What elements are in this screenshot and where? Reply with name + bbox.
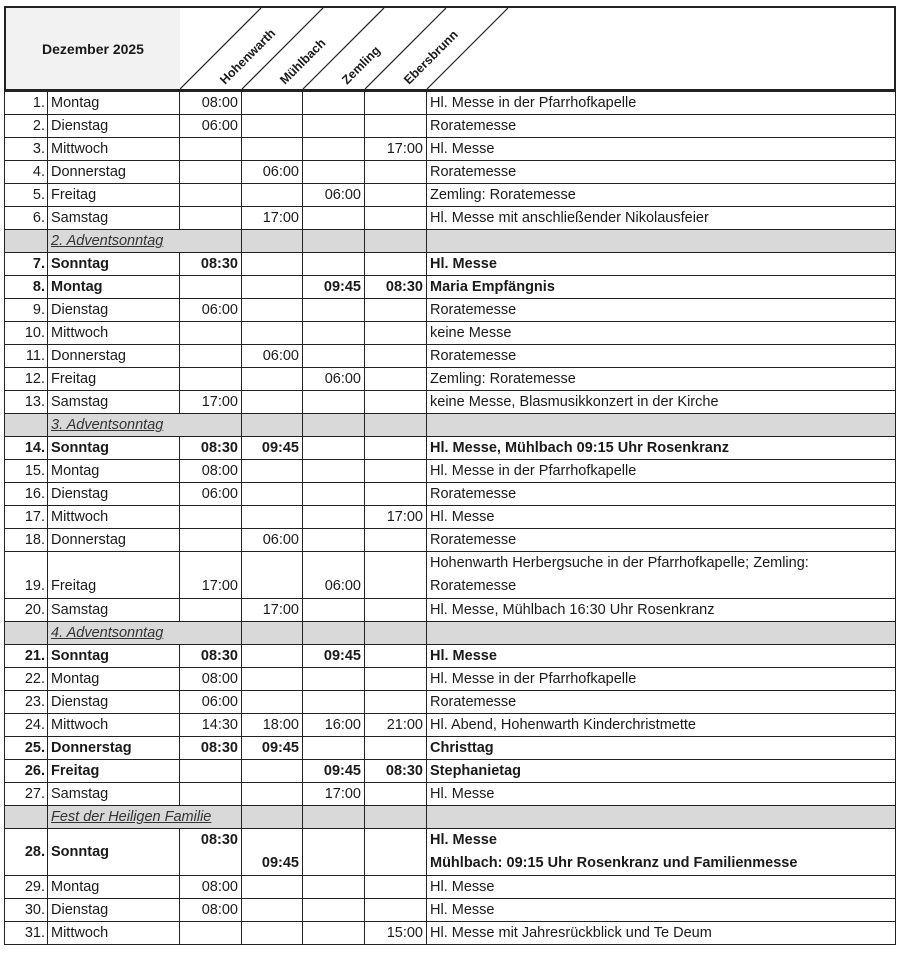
empty-cell bbox=[427, 622, 896, 645]
table-row bbox=[5, 276, 896, 299]
description: Christtag bbox=[427, 737, 896, 760]
table-row bbox=[5, 529, 896, 552]
description: Hl. Messe in der Pfarrhofkapelle bbox=[427, 92, 896, 115]
description: Hohenwarth Herbergsuche in der Pfarrhofkapelle; Zemling: Roratemesse bbox=[427, 552, 896, 599]
time-ebersbrunn bbox=[365, 483, 427, 506]
time-zemling bbox=[303, 299, 365, 322]
time-hohenwarth: 08:00 bbox=[180, 92, 242, 115]
time-hohenwarth bbox=[180, 368, 242, 391]
time-muehlbach bbox=[242, 322, 303, 345]
time-ebersbrunn bbox=[365, 437, 427, 460]
time-muehlbach bbox=[242, 922, 303, 945]
time-zemling bbox=[303, 529, 365, 552]
time-ebersbrunn bbox=[365, 645, 427, 668]
time-hohenwarth: 17:00 bbox=[180, 552, 242, 599]
weekday: Samstag bbox=[48, 391, 180, 414]
time-muehlbach bbox=[242, 691, 303, 714]
time-ebersbrunn bbox=[365, 899, 427, 922]
time-zemling bbox=[303, 138, 365, 161]
time-muehlbach bbox=[242, 668, 303, 691]
weekday: Freitag bbox=[48, 368, 180, 391]
time-hohenwarth bbox=[180, 922, 242, 945]
empty-cell bbox=[303, 230, 365, 253]
time-muehlbach bbox=[242, 115, 303, 138]
time-muehlbach bbox=[242, 276, 303, 299]
time-ebersbrunn: 21:00 bbox=[365, 714, 427, 737]
time-ebersbrunn: 17:00 bbox=[365, 138, 427, 161]
time-zemling bbox=[303, 506, 365, 529]
time-zemling: 17:00 bbox=[303, 783, 365, 806]
weekday: Sonntag bbox=[48, 437, 180, 460]
table-row bbox=[5, 322, 896, 345]
time-hohenwarth: 17:00 bbox=[180, 391, 242, 414]
time-hohenwarth: 06:00 bbox=[180, 691, 242, 714]
day-number: 20. bbox=[5, 599, 48, 622]
table-row bbox=[5, 506, 896, 529]
description: Hl. Messe in der Pfarrhofkapelle bbox=[427, 460, 896, 483]
empty-cell bbox=[303, 806, 365, 829]
column-header-hohenwarth: Hohenwarth bbox=[217, 26, 279, 88]
time-muehlbach bbox=[242, 783, 303, 806]
time-ebersbrunn bbox=[365, 691, 427, 714]
time-zemling bbox=[303, 829, 365, 876]
day-number: 1. bbox=[5, 92, 48, 115]
time-muehlbach bbox=[242, 138, 303, 161]
time-ebersbrunn bbox=[365, 253, 427, 276]
empty-cell bbox=[303, 622, 365, 645]
time-ebersbrunn bbox=[365, 876, 427, 899]
time-muehlbach bbox=[242, 483, 303, 506]
weekday: Freitag bbox=[48, 552, 180, 599]
time-zemling bbox=[303, 437, 365, 460]
time-ebersbrunn: 15:00 bbox=[365, 922, 427, 945]
time-zemling: 09:45 bbox=[303, 760, 365, 783]
time-ebersbrunn bbox=[365, 829, 427, 876]
day-number: 3. bbox=[5, 138, 48, 161]
description: Hl. Messe bbox=[427, 899, 896, 922]
day-number: 24. bbox=[5, 714, 48, 737]
time-zemling bbox=[303, 207, 365, 230]
time-hohenwarth: 14:30 bbox=[180, 714, 242, 737]
table-row bbox=[5, 138, 896, 161]
time-ebersbrunn bbox=[365, 207, 427, 230]
time-hohenwarth: 08:00 bbox=[180, 668, 242, 691]
time-muehlbach bbox=[242, 253, 303, 276]
time-muehlbach bbox=[242, 184, 303, 207]
day-number: 17. bbox=[5, 506, 48, 529]
time-muehlbach bbox=[242, 368, 303, 391]
sunday-heading: 4. Adventsonntag bbox=[48, 622, 242, 645]
empty-cell bbox=[365, 806, 427, 829]
weekday: Mittwoch bbox=[48, 714, 180, 737]
month-title: Dezember 2025 bbox=[6, 8, 180, 89]
empty-cell bbox=[5, 230, 48, 253]
table-row bbox=[5, 391, 896, 414]
time-hohenwarth bbox=[180, 276, 242, 299]
table-row bbox=[5, 253, 896, 276]
weekday: Montag bbox=[48, 460, 180, 483]
time-hohenwarth: 06:00 bbox=[180, 299, 242, 322]
weekday: Dienstag bbox=[48, 299, 180, 322]
description-line-1: Hl. Messe bbox=[430, 832, 497, 848]
weekday: Freitag bbox=[48, 184, 180, 207]
time-hohenwarth bbox=[180, 506, 242, 529]
table-row bbox=[5, 460, 896, 483]
empty-cell bbox=[5, 414, 48, 437]
time-ebersbrunn bbox=[365, 668, 427, 691]
time-zemling: 09:45 bbox=[303, 276, 365, 299]
time-muehlbach: 17:00 bbox=[242, 599, 303, 622]
table-row bbox=[5, 483, 896, 506]
table-row bbox=[5, 645, 896, 668]
time-hohenwarth bbox=[180, 184, 242, 207]
time-hohenwarth bbox=[180, 599, 242, 622]
time-zemling bbox=[303, 161, 365, 184]
time-ebersbrunn bbox=[365, 368, 427, 391]
weekday: Sonntag bbox=[48, 645, 180, 668]
time-ebersbrunn bbox=[365, 115, 427, 138]
time-hohenwarth bbox=[180, 322, 242, 345]
time-zemling: 06:00 bbox=[303, 552, 365, 599]
empty-cell bbox=[303, 414, 365, 437]
time-ebersbrunn bbox=[365, 783, 427, 806]
time-hohenwarth bbox=[180, 161, 242, 184]
weekday: Dienstag bbox=[48, 115, 180, 138]
mass-schedule-table bbox=[4, 91, 896, 945]
weekday: Dienstag bbox=[48, 483, 180, 506]
time-muehlbach: 17:00 bbox=[242, 207, 303, 230]
table-row bbox=[5, 299, 896, 322]
empty-cell bbox=[365, 622, 427, 645]
sunday-heading-row bbox=[5, 230, 896, 253]
weekday: Montag bbox=[48, 668, 180, 691]
time-hohenwarth bbox=[180, 760, 242, 783]
time-hohenwarth bbox=[180, 138, 242, 161]
description: Hl. Messe mit Jahresrückblick und Te Deum bbox=[427, 922, 896, 945]
day-number: 2. bbox=[5, 115, 48, 138]
weekday: Freitag bbox=[48, 760, 180, 783]
weekday: Donnerstag bbox=[48, 737, 180, 760]
weekday: Dienstag bbox=[48, 899, 180, 922]
day-number: 14. bbox=[5, 437, 48, 460]
sunday-heading: Fest der Heiligen Familie bbox=[48, 806, 242, 829]
table-row bbox=[5, 115, 896, 138]
weekday: Sonntag bbox=[48, 829, 180, 876]
description: Roratemesse bbox=[427, 345, 896, 368]
time-ebersbrunn: 08:30 bbox=[365, 276, 427, 299]
day-number: 6. bbox=[5, 207, 48, 230]
day-number: 16. bbox=[5, 483, 48, 506]
time-hohenwarth bbox=[180, 345, 242, 368]
description: keine Messe, Blasmusikkonzert in der Kirche bbox=[427, 391, 896, 414]
time-muehlbach: 09:45 bbox=[242, 437, 303, 460]
day-number: 22. bbox=[5, 668, 48, 691]
empty-cell bbox=[427, 414, 896, 437]
time-zemling bbox=[303, 92, 365, 115]
empty-cell bbox=[5, 622, 48, 645]
time-zemling bbox=[303, 922, 365, 945]
description: keine Messe bbox=[427, 322, 896, 345]
day-number: 21. bbox=[5, 645, 48, 668]
day-number: 9. bbox=[5, 299, 48, 322]
time-zemling: 06:00 bbox=[303, 184, 365, 207]
sunday-heading-row bbox=[5, 414, 896, 437]
description: Hl. Messe mit anschließender Nikolausfeier bbox=[427, 207, 896, 230]
time-hohenwarth: 08:30 bbox=[180, 437, 242, 460]
weekday: Mittwoch bbox=[48, 922, 180, 945]
weekday: Montag bbox=[48, 276, 180, 299]
description: Roratemesse bbox=[427, 299, 896, 322]
time-ebersbrunn bbox=[365, 737, 427, 760]
time-ebersbrunn bbox=[365, 599, 427, 622]
weekday: Mittwoch bbox=[48, 322, 180, 345]
description: Hl. Messe bbox=[427, 876, 896, 899]
time-hohenwarth: 08:00 bbox=[180, 876, 242, 899]
empty-cell bbox=[242, 806, 303, 829]
table-row bbox=[5, 184, 896, 207]
day-number: 26. bbox=[5, 760, 48, 783]
day-number: 27. bbox=[5, 783, 48, 806]
sunday-heading: 2. Adventsonntag bbox=[48, 230, 242, 253]
time-hohenwarth bbox=[180, 529, 242, 552]
description: Maria Empfängnis bbox=[427, 276, 896, 299]
time-ebersbrunn: 17:00 bbox=[365, 506, 427, 529]
time-zemling bbox=[303, 668, 365, 691]
time-hohenwarth bbox=[180, 207, 242, 230]
time-zemling bbox=[303, 899, 365, 922]
time-hohenwarth: 08:30 bbox=[180, 253, 242, 276]
column-header-ebersbrunn: Ebersbrunn bbox=[401, 27, 461, 88]
table-row bbox=[5, 922, 896, 945]
time-ebersbrunn bbox=[365, 92, 427, 115]
time-muehlbach bbox=[242, 506, 303, 529]
time-ebersbrunn bbox=[365, 184, 427, 207]
time-hohenwarth: 08:00 bbox=[180, 899, 242, 922]
time-muehlbach bbox=[242, 760, 303, 783]
description: Roratemesse bbox=[427, 161, 896, 184]
time-zemling bbox=[303, 460, 365, 483]
empty-cell bbox=[427, 806, 896, 829]
description: Hl. Messe bbox=[427, 645, 896, 668]
weekday: Sonntag bbox=[48, 253, 180, 276]
time-zemling: 16:00 bbox=[303, 714, 365, 737]
time-ebersbrunn bbox=[365, 391, 427, 414]
description: Hl. Messe bbox=[427, 138, 896, 161]
description: Hl. Messe bbox=[427, 506, 896, 529]
table-row bbox=[5, 829, 896, 876]
weekday: Montag bbox=[48, 876, 180, 899]
description: Hl. Messe bbox=[427, 253, 896, 276]
time-hohenwarth: 08:30 bbox=[180, 829, 242, 876]
time-muehlbach: 09:45 bbox=[242, 737, 303, 760]
empty-cell bbox=[365, 414, 427, 437]
time-muehlbach: 06:00 bbox=[242, 161, 303, 184]
table-row bbox=[5, 599, 896, 622]
day-number: 10. bbox=[5, 322, 48, 345]
table-row bbox=[5, 161, 896, 184]
time-muehlbach bbox=[242, 899, 303, 922]
description: Hl. Messe, Mühlbach 16:30 Uhr Rosenkranz bbox=[427, 599, 896, 622]
time-hohenwarth: 06:00 bbox=[180, 483, 242, 506]
weekday: Donnerstag bbox=[48, 161, 180, 184]
time-zemling bbox=[303, 691, 365, 714]
sunday-heading-row bbox=[5, 806, 896, 829]
description: Hl. Messe, Mühlbach 09:15 Uhr Rosenkranz bbox=[427, 437, 896, 460]
time-muehlbach: 06:00 bbox=[242, 345, 303, 368]
description: Roratemesse bbox=[427, 115, 896, 138]
day-number: 12. bbox=[5, 368, 48, 391]
time-muehlbach: 09:45 bbox=[242, 829, 303, 876]
weekday: Dienstag bbox=[48, 691, 180, 714]
empty-cell bbox=[242, 230, 303, 253]
diagonal-column-headers bbox=[180, 8, 896, 89]
day-number: 28. bbox=[5, 829, 48, 876]
column-header-zemling: Zemling bbox=[339, 43, 384, 88]
table-row bbox=[5, 368, 896, 391]
description: Zemling: Roratemesse bbox=[427, 184, 896, 207]
table-row bbox=[5, 760, 896, 783]
time-hohenwarth bbox=[180, 783, 242, 806]
time-hohenwarth: 08:00 bbox=[180, 460, 242, 483]
time-zemling bbox=[303, 391, 365, 414]
time-zemling bbox=[303, 345, 365, 368]
time-zemling bbox=[303, 737, 365, 760]
time-hohenwarth: 06:00 bbox=[180, 115, 242, 138]
column-header-muehlbach: Mühlbach bbox=[277, 35, 329, 88]
time-muehlbach bbox=[242, 645, 303, 668]
empty-cell bbox=[365, 230, 427, 253]
weekday: Samstag bbox=[48, 783, 180, 806]
day-number: 11. bbox=[5, 345, 48, 368]
weekday: Montag bbox=[48, 92, 180, 115]
day-number: 29. bbox=[5, 876, 48, 899]
time-muehlbach bbox=[242, 92, 303, 115]
time-ebersbrunn bbox=[365, 529, 427, 552]
time-muehlbach: 18:00 bbox=[242, 714, 303, 737]
description bbox=[427, 829, 896, 876]
day-number: 25. bbox=[5, 737, 48, 760]
weekday: Samstag bbox=[48, 207, 180, 230]
time-hohenwarth: 08:30 bbox=[180, 737, 242, 760]
table-row bbox=[5, 737, 896, 760]
weekday: Donnerstag bbox=[48, 529, 180, 552]
time-muehlbach bbox=[242, 876, 303, 899]
table-header bbox=[4, 6, 896, 91]
time-hohenwarth: 08:30 bbox=[180, 645, 242, 668]
day-number: 30. bbox=[5, 899, 48, 922]
time-zemling bbox=[303, 322, 365, 345]
time-ebersbrunn bbox=[365, 460, 427, 483]
day-number: 18. bbox=[5, 529, 48, 552]
weekday: Donnerstag bbox=[48, 345, 180, 368]
table-row bbox=[5, 876, 896, 899]
sunday-heading-row bbox=[5, 622, 896, 645]
day-number: 4. bbox=[5, 161, 48, 184]
time-zemling bbox=[303, 599, 365, 622]
day-number: 19. bbox=[5, 552, 48, 599]
day-number: 5. bbox=[5, 184, 48, 207]
day-number: 15. bbox=[5, 460, 48, 483]
description: Hl. Messe in der Pfarrhofkapelle bbox=[427, 668, 896, 691]
time-muehlbach bbox=[242, 460, 303, 483]
time-zemling bbox=[303, 253, 365, 276]
description: Hl. Abend, Hohenwarth Kinderchristmette bbox=[427, 714, 896, 737]
time-ebersbrunn bbox=[365, 161, 427, 184]
time-zemling: 06:00 bbox=[303, 368, 365, 391]
time-zemling: 09:45 bbox=[303, 645, 365, 668]
description: Hl. Messe bbox=[427, 783, 896, 806]
day-number: 31. bbox=[5, 922, 48, 945]
table-row bbox=[5, 668, 896, 691]
day-number: 8. bbox=[5, 276, 48, 299]
table-row bbox=[5, 207, 896, 230]
description: Stephanietag bbox=[427, 760, 896, 783]
table-row bbox=[5, 899, 896, 922]
empty-cell bbox=[5, 806, 48, 829]
empty-cell bbox=[242, 622, 303, 645]
description: Roratemesse bbox=[427, 691, 896, 714]
description: Zemling: Roratemesse bbox=[427, 368, 896, 391]
day-number: 23. bbox=[5, 691, 48, 714]
time-zemling bbox=[303, 483, 365, 506]
weekday: Samstag bbox=[48, 599, 180, 622]
day-number: 7. bbox=[5, 253, 48, 276]
time-muehlbach: 06:00 bbox=[242, 529, 303, 552]
time-muehlbach bbox=[242, 299, 303, 322]
schedule-sheet bbox=[4, 6, 896, 945]
time-muehlbach bbox=[242, 391, 303, 414]
table-row bbox=[5, 783, 896, 806]
weekday: Mittwoch bbox=[48, 506, 180, 529]
time-ebersbrunn bbox=[365, 322, 427, 345]
weekday: Mittwoch bbox=[48, 138, 180, 161]
time-ebersbrunn bbox=[365, 345, 427, 368]
table-row bbox=[5, 552, 896, 599]
empty-cell bbox=[242, 414, 303, 437]
sunday-heading: 3. Adventsonntag bbox=[48, 414, 242, 437]
time-ebersbrunn bbox=[365, 299, 427, 322]
day-number: 13. bbox=[5, 391, 48, 414]
table-row bbox=[5, 92, 896, 115]
time-ebersbrunn: 08:30 bbox=[365, 760, 427, 783]
time-zemling bbox=[303, 876, 365, 899]
empty-cell bbox=[427, 230, 896, 253]
description-line-2: Mühlbach: 09:15 Uhr Rosenkranz und Familienmesse bbox=[430, 855, 798, 871]
description: Roratemesse bbox=[427, 483, 896, 506]
table-row bbox=[5, 437, 896, 460]
table-row bbox=[5, 345, 896, 368]
time-muehlbach bbox=[242, 552, 303, 599]
table-row bbox=[5, 691, 896, 714]
description: Roratemesse bbox=[427, 529, 896, 552]
time-ebersbrunn bbox=[365, 552, 427, 599]
table-row bbox=[5, 714, 896, 737]
time-zemling bbox=[303, 115, 365, 138]
